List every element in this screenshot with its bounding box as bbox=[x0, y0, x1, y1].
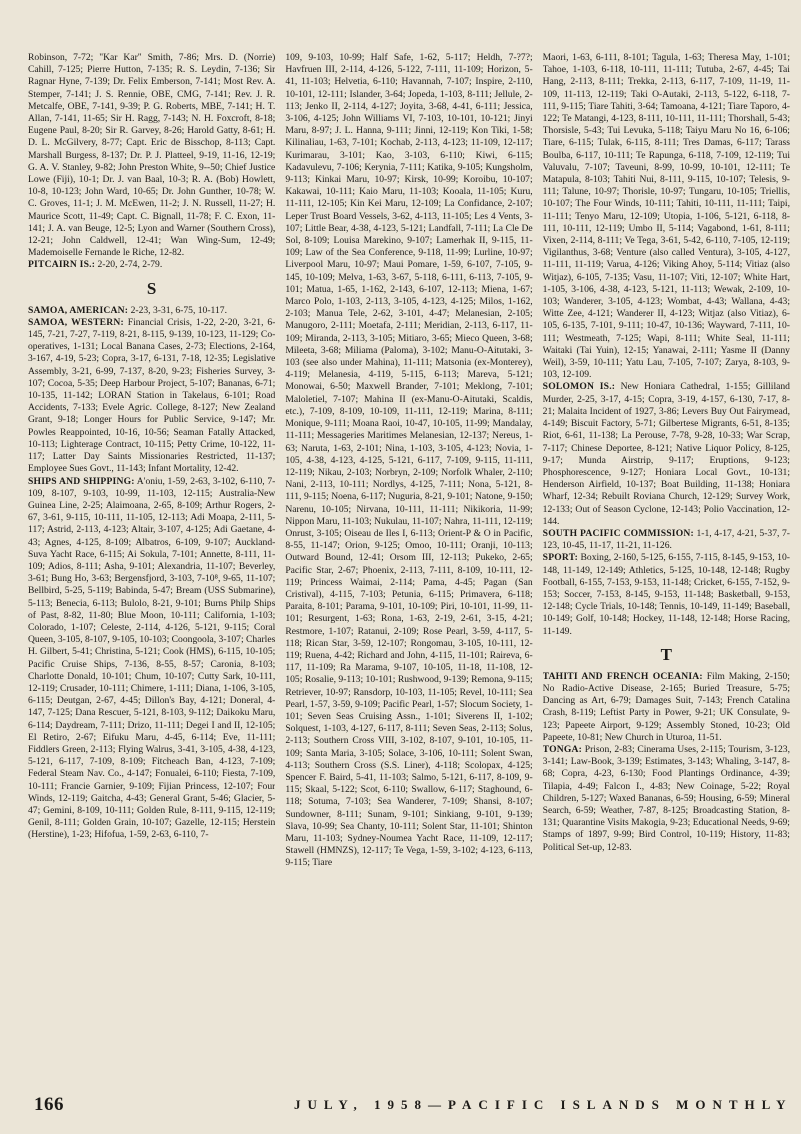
section-letter-t: T bbox=[660, 644, 672, 664]
entry-pitcairn bbox=[28, 259, 275, 271]
ships-continued: Maori, 1-63, 6-111, 8-101; Tagula, 1-63; Theresa May, 1-101; Tahoe, 1-103, 6-118, 10-111, 11-111; Tutuba, 2-67, 4-45; Tai Hang, 2-113, 8-111; Trekka, 2-113, 6-117, 7-109, 11-19, 11-109, 11-113, 12-119; Taki O-Autaki, 2-113, 5-122, 6-118, 7-111, 9-115; Tiare Tahiti, 3-64; Tamoana, 4-121; Tiare Taporo, 4-122; Te Matangi, 4-123, 8-111, 10-111, 11-111; Thorshall, 5-43; Thorsisle, 5-43; Tui Levuka, 5-118; Taiyu Maru No 16, 6-106; Tiare, 6-115; Tulak, 6-115, 8-111; Tres Damas, 6-117; Tarass Boulba, 6-117, 10-111; Te Rapunga, 6-118, 7-109, 12-119; Tui Valuvalu, 7-107; Taveuni, 8-99, 10-99, 10-101, 12-111; Te Matapula, 8-103; Tahiti Nui, 8-111, 9-115, 10-107; Telesis, 9-111; Talune, 10-97; Thorisle, 10-97; Tungaru, 10-105; Triellis, 10-107; The Four Winds, 10-111; Tahiti, 10-111, 11-111; Taipi, 11-111; Tenyo Maru, 12-109; Utopia, 1-106, 5-121, 6-118, 8-111, 10-111, 12-119; Umbo II, 5-114; Vagabond, 1-61, 8-111; Vixen, 2-114, 8-111; Ve Tega, 3-61, 5-42, 6-110, 7-105, 12-119; Vigilanthus, 3-68; Venture (also called Ventura), 3-105, 4-127, 11-111, 11-119; Varua, 4-126; Viking Ahoy, 5-114; Vitiaz (also Witjaz), 6-105, 7-135; Vasu, 11-107; Viti, 12-107; White Hart, 1-105, 3-106, 4-38, 4-123, 5-121, 11-113; Wewak, 2-109, 10-103; Wanderer, 3-105, 4-123; Wombat, 4-43; Wallana, 4-43; Witte Zee, 4-121; Wanderer II, 4-123; Witjaz (also Vitiaz), 6-105, 6-135, 7-101, 9-111; 10-47, 10-136; Wayward, 7-111, 10-111; Westmeath, 7-125; Wapi, 8-111; White Seal, 11-111; Waitaki (Tai Yuin), 12-15; Yanawai, 2-111; Yasme II (Danny Weil), 3-59, 10-111; Yatu Lau, 7-105, 7-107; Zarya, 8-103, 9-103, 12-109. bbox=[542, 52, 790, 381]
running-title: JULY, 1958—PACIFIC ISLANDS MONTHLY bbox=[294, 1097, 793, 1112]
entry-text: Prison, 2-83; Cinerama Uses, 2-115; Tourism, 3-123, 3-141; Law-Book, 3-139; Estimates, 3-143; Whaling, 3-147, 8-68; Copra, 4-23, 6-130; Food Plantings Ordinance, 4-39; Tilapia, 4-49; Falcon I., 4-83; New Coinage, 5-22; Royal Children, 5-127; Waxed Bananas, 6-59; Housing, 6-59; Mineral Search, 6-59; Weather, 7-87, 8-125; Broadcasting Station, 8-131; Quarantine Visits Makogia, 9-23; Educational Needs, 9-69; Stamps of 1897, 9-99; Bird Control, 10-119; History, 11-83; Political Set-up, 12-83. bbox=[542, 743, 790, 853]
entry-tahiti-french-oceania bbox=[543, 671, 790, 744]
entry-south-pacific-commission bbox=[543, 528, 790, 552]
index-column-2 bbox=[285, 52, 532, 1082]
entry-text: Boxing, 2-160, 5-125, 6-155, 7-115, 8-145, 9-153, 10-148, 11-149, 12-149; Athletics, 5-125, 10-148, 12-148; Rugby Football, 6-155, 7-153, 9-153, 11-148; Cricket, 6-155, 7-152, 9-153; Soccer, 7-153, 8-145, 9-153, 11-148; Basketball, 9-153, 12-148; Cycle Trials, 10-148; Tennis, 10-149, 11-149; Baseball, 10-149; Golf, 10-148; Hockey, 11-148, 12-148; Horse Racing, 11-149. bbox=[542, 552, 790, 637]
page-footer bbox=[34, 1088, 793, 1122]
page-number: 166 bbox=[34, 1094, 64, 1115]
entry-samoa-american bbox=[28, 305, 275, 317]
entry-text: 2-20, 2-74, 2-79. bbox=[95, 259, 163, 271]
entry-heading: SOUTH PACIFIC COMMISSION: bbox=[542, 527, 694, 539]
index-column-1 bbox=[28, 52, 275, 1082]
entry-samoa-western bbox=[28, 317, 275, 476]
entry-heading: TAHITI AND FRENCH OCEANIA: bbox=[542, 670, 703, 682]
index-column-3 bbox=[543, 52, 790, 1082]
entry-heading: TONGA: bbox=[542, 743, 583, 755]
entry-heading: SAMOA, WESTERN: bbox=[28, 316, 124, 328]
entry-tonga bbox=[543, 744, 790, 854]
index-columns bbox=[28, 52, 790, 1082]
ships-continued: 109, 9-103, 10-99; Half Safe, 1-62, 5-117; Heldh, 7-?7?; Havfruen III, 2-114, 4-126, 5-122, 7-111, 11-109; Horizon, 5-41, 11-103; Helvetia, 6-110; Havannah, 7-107; Inspire, 2-110, 10-101, 12-111; Islander, 3-64; Jopeda, 1-103, 8-111; Jellule, 2-113; Jenko II, 2-114, 4-127; Joyita, 3-68, 4-41, 6-111; Jessica, 3-106, 4-125; John Williams VI, 7-103, 10-101, 10-121; Jinyi Maru, 8-97; J. L. Hanna, 9-111; Jinni, 12-119; Kon Tiki, 1-58; Kilinaliau, 1-63, 7-101; Kochab, 2-113, 4-123; 11-109, 12-117; Kurimarau, 3-101; Kao, 3-103, 6-110; Kiwi, 6-115; Kadavulevu, 7-106; Kerynia, 7-111; Katika, 9-105; Kungsholm, 9-113; Kinkai Maru, 10-97; Kirsk, 10-99; Koroibu, 10-107; Kakawai, 10-111; Kaio Maru, 11-103; Kooala, 11-105; Kuru, 11-111, 12-105; Kin Kei Maru, 12-109; La Confidance, 2-107; Leper Trust Board Vessels, 3-62, 4-113, 11-105; Les 4 Vents, 3-107; Little Bear, 4-38, 4-123, 5-121; Landfall, 7-111; La Cle De Sol, 8-109; Louisa Marekino, 9-107; Lamerhak II, 9-115, 11-109; Law of the Sea Conference, 9-118, 11-99; Lurline, 10-97; Liverpool Maru, 10-97; Maui Pomare, 1-59, 6-107, 7-105, 9-145, 10-109; Melva, 1-63, 3-67, 5-118, 6-111, 6-113, 7-105, 9-101; Matua, 1-65, 1-162, 2-143, 6-107, 12-113; Miena, 1-67; Marco Polo, 1-103, 2-113, 3-105, 4-123, 4-125; Milos, 1-162, 2-103; Manua Tele, 2-62, 3-101, 4-47; Melanesian, 2-105; Manugoro, 2-111; Moetafa, 2-111; Meridian, 2-113, 6-117, 11-109; Miranda, 2-113, 3-105; Mitiaro, 3-65; Mieco Queen, 3-68; Mileeta, 3-68; Miliama (Paloma), 3-102; Manu-O-Aitutaki, 3-103 (see also under Mahina), 11-111; Matsonia (ex-Monterey), 4-119; Melanesia, 4-119, 5-115, 6-113; Mareva, 5-121; Monowai, 6-50; Maxwell Brander, 7-101; Meklong, 7-101; Maloletiel, 7-107; Mahina II (ex-Manu-O-Aitutaki, Scaldis, etc.), 7-109, 8-109, 10-109, 11-111, 12-119; Marina, 8-111; Monique, 9-111; Moana Raoi, 10-47, 10-105, 11-99; Mandalay, 11-111; Messageries Maritimes Melanesian, 12-137; Nereus, 1-63; Naruta, 1-63, 2-101; Nina, 1-103, 3-105, 4-123; Novia, 1-105, 4-38, 4-123, 4-125, 5-121, 6-117, 7-109, 9-115, 11-111, 12-119; Nikau, 2-103; Norbryn, 2-109; Norfolk Whaler, 2-110; Nani, 2-113, 10-111; Nordlys, 4-125, 7-111; Nona, 5-121, 8-111, 9-115; Noena, 6-117; Nuguria, 8-21, 9-101; Natone, 9-150; Narenu, 10-105; Nirvana, 10-111, 11-111; Nikikoria, 11-99; Nippon Maru, 11-103; Nukulau, 11-107; Nahra, 11-111, 12-119; Onrust, 3-105; Oiseau de Iles I, 6-113; Orient-P & O in Pacific, 8-55, 11-147; Orion, 9-125; Omoo, 10-111; Oranji, 10-113; Outward Bound, 12-41; Orsom III, 12-113; Pukeko, 2-65; Pacific Star, 2-67; Phoenix, 2-113, 7-111, 8-109, 10-111, 12-119; Princess Waimai, 2-114; Pama, 4-45; Pagan (San Cristival), 4-115, 7-103; Petunia, 6-115; Primavera, 6-118; Paraita, 8-101; Parama, 9-101, 10-109; Piri, 10-101, 11-99, 11-101; Resurgent, 1-63; Rona, 1-63, 2-19, 2-61, 3-15, 4-21; Restmore, 1-107; Ratanui, 2-109; Rose Pearl, 3-59, 4-117, 5-118; Rican Star, 3-59, 12-107; Rongomau, 3-105, 10-111, 12-119; Ruena, 4-42; Richard and John, 4-115, 11-101; Raireva, 6-117, 11-109; Ra Marama, 9-107, 10-105, 11-18, 11-108, 12-105; Rosalie, 9-113; 10-101; Rushwood, 9-139; Remona, 9-115; Retriever, 10-97; Ransdorp, 10-103, 11-105; Revel, 10-111; Sea Pearl, 1-57, 3-59, 9-109; Pacific Pearl, 1-57; Slocum Society, 1-101; Seven Seas Cruising Assn., 1-101; Siverens II, 1-102; Solquest, 1-103, 4-127, 6-117, 8-111; Seven Seas, 2-113; Solus, 2-113; Southern Cross VIII, 3-102, 8-107, 9-101, 10-105, 11-109; Santa Maria, 3-105; Solace, 3-106, 10-111; Solent Swan, 4-113; Southern Cross (S.S. Liner), 4-118; Scolopax, 4-125; Spencer F. Baird, 5-41, 11-103; Salmo, 5-121, 6-117, 8-109, 9-115; Skaal, 5-122; Scot, 6-110; Swallow, 6-117; Staghound, 6-118; Sotuma, 7-103; Sea Wanderer, 7-109; Shansi, 8-107; Sundowner, 8-111; Sunam, 9-101; Sinkiang, 9-101, 9-139; Slava, 10-99; Sea Chanty, 10-111; Solent Star, 11-101; Shinton Maru, 11-103; Sydney-Noumea Yacht Race, 11-109, 12-117; Stawell (HMNZS), 12-117; Te Vega, 1-59, 3-102; 4-123, 6-113, 9-115; Tiare bbox=[285, 52, 533, 869]
entry-heading: SOLOMON IS.: bbox=[542, 381, 616, 393]
personalities-continued: Robinson, 7-72; "Kar Kar" Smith, 7-86; Mrs. D. (Norrie) Cahill, 7-125; Pierre Hutton, 7-135; R. S. Leydin, 7-136; Sir Ragnar Hyne, 7-139; Dr. Felix Emberson, 7-141; Most Rev. A. Stemper, 7-141; J. S. Rennie, OBE, CMG, 7-141; Rev. J. R. Metcalfe, OBE, 7-141, 9-39; P. G. Roberts, MBE, 7-141; H. T. Allan, 7-141, 11-65; Sir H. Ragg, 7-143; N. H. Foxcroft, 8-18; Eugene Paul, 8-20; Sir R. Garvey, 8-26; Harold Gatty, 8-61; H. D. L. McGilvery, 8-77; Capt. Eric de Bisschop, 8-113; Capt. Marshall Burgess, 8-137; Dr. P. J. Platteel, 9-19, 11-16, 12-19; G. A. V. Stanley, 9-82; John Preston White, 9--50; Chief Justice Lowe (Fiji), 10-1; Dr. J. van Baal, 10-3; R. A. (Bob) Howlett, 10-8, 10-123; John Ward, 10-65; Dr. John Gunther, 10-78; W. C. Groves, 11-1; J. M. McEwen, 11-2; J. N. Russell, 11-27; H. Maurice Scott, 11-49; Capt. C. Bignall, 11-78; F. C. Exon, 11-141; J. A. van Beuge, 12-5; Lyon and Warner (Southern Cross), 12-21; John Caldwell, 12-41; Wan Wing-Sum, 12-49; Mademoiselle Fernande le Riche, 12-82. bbox=[28, 52, 276, 259]
section-letter-s: S bbox=[146, 278, 157, 298]
entry-sport bbox=[543, 552, 790, 637]
entry-text: A'oniu, 1-59, 2-63, 3-102, 6-110, 7-109, 8-107, 9-103, 10-99, 11-103, 12-115; Australia-New Guinea Line, 2-25; Alaimoana, 2-65, 8-109; Arthur Rogers, 2-67, 3-61, 9-115, 10-111, 11-105, 12-113; Adi Moapa, 2-111, 5-117; Astrid, 2-113, 4-123; Altair, 3-107, 4-125; Adi Gaetane, 4-43; Agnes, 4-125, 8-109; Albatros, 6-109, 9-107; Auckland-Suva Yacht Race, 6-115; Ai Sokula, 7-101; Annette, 8-111, 11-109; Adios, 8-111; Asha, 9-101; Alexandria, 11-107; Beverley, 3-61; Bung Ho, 3-63; Bergensfjord, 3-103, 7-10⁸, 9-65, 11-107; Bellbird, 5-25, 5-119; Babinda, 5-47; Bream (USS Submarine), 5-113; Benecia, 6-113; Bulolo, 8-21, 9-101; Burns Philp Ships of Past, 8-82, 11-80; Blue Moon, 10-111; California, 1-103; Colorado, 1-107; Celeste, 2-114, 4-126, 5-121, 9-115; Coral Queen, 3-105, 8-107, 9-105, 10-103; Coongoola, 3-107; Charles H. Gilbert, 5-41; Christina, 5-121; Cook (HMS), 6-115, 10-105; Pacific Cruise Ships, 7-136, 8-55, 8-57; Caronia, 8-103; Charlotte Donald, 10-101; Chum, 10-107; Cutty Sark, 10-111, 12-119; Crusader, 10-111; Chimere, 1-111; Diana, 1-106, 3-105, 6-115; Deutgan, 2-67, 4-45; Dillon's Bay, 4-121; Doneral, 4-147, 7-125; Dana Rescuer, 5-121, 8-103, 9-112; Daikoku Maru, 6-114; Daydream, 7-111; Drizo, 11-111; Degei I and II, 12-105; El Retiro, 2-67; Eifuku Maru, 4-45, 6-114; Eve, 11-111; Fiddlers Green, 2-113; Flying Walrus, 3-41, 3-105, 4-38, 4-123, 5-121, 6-117, 7-109, 8-109; Fitcheach Ban, 4-123, 7-109; Federal Steam Nav. Co., 4-147; Fonualei, 6-110; Fiesta, 7-109, 10-111; Francie Garnier, 9-109; Fijian Princess, 12-107; Four Winds, 12-119; Gaitcha, 4-43; General Grant, 5-46; Glacier, 5-47; Gemini, 8-109, 10-111; Golden Rule, 8-111, 9-115, 12-119; Genil, 8-111; Golden Grain, 10-107; Gazelle, 12-115; Herstein (Herstine), 1-23; Hifofua, 1-59, 2-63, 6-110, 7- bbox=[28, 475, 276, 841]
entry-text: Financial Crisis, 1-22, 2-20, 3-21, 6-145, 7-21, 7-27, 7-119, 8-21, 8-115, 9-139, 10-123, 11-129; Co-operatives, 1-131; Local Banana Cases, 2-73; Elections, 2-164, 3-167, 4-19, 5-23; Copra, 3-17, 6-131, 7-18, 12-35; Legislative Assembly, 3-21, 6-99, 7-137, 8-20, 9-23; Fisheries Survey, 3-107; Cocoa, 5-35; Deep Harbour Project, 5-107; Bananas, 6-71; 10-135, 11-142; LORAN Station in Takelaus, 6-101; Road Accidents, 7-133; Evele Agric. College, 8-127; New Zealand Grant, 9-18; Longer Hours for Public Service, 9-147; Mr. Powles Reappointed, 10-16, 10-56; Seaman Fatally Attacked, 10-113; Lighterage Contract, 10-115; Petty Crime, 10-122, 11-117; Latter Day Saints Missionaries Restricted, 11-137; Employee Sues Govt., 11-143; Infant Mortality, 12-42. bbox=[28, 316, 276, 475]
entry-heading: SHIPS AND SHIPPING: bbox=[28, 475, 135, 487]
entry-heading: SAMOA, AMERICAN: bbox=[28, 304, 129, 316]
entry-text: 2-23, 3-31, 6-75, 10-117. bbox=[128, 304, 227, 316]
entry-solomon-is bbox=[543, 381, 790, 527]
entry-text: New Honiara Cathedral, 1-155; Gilliland Murder, 2-25, 3-17, 4-15; Copra, 3-19, 4-157, 6-130, 7-17, 8-21; Malaita Incident of 1927, 3-86; Levers Buy Out Fairymead, 4-149; Biscuit Factory, 5-71; Gilbertese Migrants, 6-51, 8-135; Riot, 6-61, 11-138; La Perouse, 7-78, 9-28, 10-33; War Scrap, 7-117; Chinese Deportee, 8-121; Native Liquor Policy, 8-125, 9-17; Munda Airstrip, 9-117; Eruptions, 9-123; Phosphorescence, 9-127; Honiara Local Govt., 10-131; Henderson Airfield, 10-137; Boat Building, 11-138; Honiara Wharf, 12-34; Rebuilt Roviana Church, 12-129; Survey Work, 12-133; Out of Season Cyclone, 12-143; Polio Vaccination, 12-144. bbox=[542, 381, 790, 527]
entry-heading: PITCAIRN IS.: bbox=[28, 259, 96, 271]
entry-text: Film Making, 2-150; No Radio-Active Disease, 2-165; Buried Treasure, 5-75; Dancing as Art, 6-79; Damages Suit, 7-143; French Catalina Crash, 8-119; Leftist Party in Power, 9-21; UK Consulate, 9-123; Papeete Airport, 9-129; Assembly Stoned, 10-23; Old Papeete, 10-81; New Church in Uturoa, 11-51. bbox=[542, 670, 790, 743]
entry-ships-and-shipping bbox=[28, 476, 275, 842]
entry-heading: SPORT: bbox=[542, 552, 578, 564]
entry-text: 1-1, 4-17, 4-21, 5-37, 7-123, 10-45, 11-17, 11-21, 11-126. bbox=[542, 527, 790, 552]
